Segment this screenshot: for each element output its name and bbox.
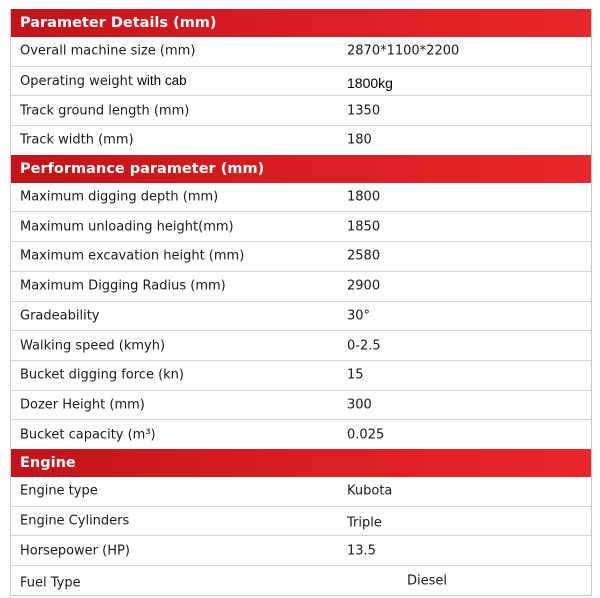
row-label: Engine type [20, 483, 98, 499]
table-row [11, 506, 591, 536]
row-value: 0-2.5 [347, 338, 381, 354]
spec-table [10, 9, 592, 596]
row-value: Kubota [347, 483, 393, 499]
table-row [11, 301, 591, 331]
table-row [11, 271, 591, 301]
row-value: 2870*1100*2200 [347, 43, 460, 59]
row-value: Diesel [407, 573, 448, 589]
row-value: 300 [347, 397, 372, 413]
section-header-engine: Engine [11, 449, 591, 477]
row-label: Engine Cylinders [20, 513, 130, 529]
table-row [11, 535, 591, 565]
row-label-extra: with cab [137, 73, 187, 89]
table-row [11, 330, 591, 360]
row-label: Bucket digging force (kn) [20, 367, 184, 383]
table-row [11, 183, 591, 212]
row-label: Maximum digging depth (mm) [20, 189, 219, 205]
table-row [11, 37, 591, 66]
row-label: Bucket capacity (m³) [20, 427, 156, 443]
row-label-main: Operating weight [20, 74, 133, 90]
row-label: Track ground length (mm) [20, 103, 190, 119]
row-value: 2580 [347, 248, 381, 264]
table-row [11, 125, 591, 155]
row-value: 13.5 [347, 543, 376, 559]
row-value: 0.025 [347, 427, 385, 443]
row-value: 30° [347, 308, 371, 324]
row-value: 180 [347, 132, 372, 148]
row-value: 1350 [347, 103, 381, 119]
row-label: Fuel Type [20, 575, 81, 591]
row-label: Gradeability [20, 308, 100, 324]
table-row [11, 477, 591, 506]
table-row [11, 66, 591, 96]
section-header-parameter-details: Parameter Details (mm) [11, 9, 591, 37]
table-row [11, 360, 591, 390]
table-row [11, 390, 591, 420]
table-row [11, 211, 591, 241]
row-label: Walking speed (kmyh) [20, 338, 166, 354]
table-row [11, 565, 591, 595]
row-label: Maximum unloading height(mm) [20, 219, 234, 235]
row-value: 2900 [347, 278, 381, 294]
row-label: Dozer Height (mm) [20, 397, 145, 413]
row-label: Horsepower (HP) [20, 543, 130, 559]
row-value: Triple [347, 515, 382, 531]
table-row [11, 95, 591, 125]
row-label: Track width (mm) [20, 132, 134, 148]
section-header-performance: Performance parameter (mm) [11, 155, 591, 183]
row-value: 1850 [347, 219, 381, 235]
row-label: Overall machine size (mm) [20, 43, 196, 59]
row-value: 1800kg [347, 75, 393, 92]
table-row [11, 419, 591, 449]
row-value: 15 [347, 367, 364, 383]
row-value: 1800 [347, 189, 381, 205]
row-label [20, 73, 187, 89]
table-row [11, 241, 591, 271]
row-label: Maximum excavation height (mm) [20, 248, 245, 264]
row-label: Maximum Digging Radius (mm) [20, 278, 226, 294]
